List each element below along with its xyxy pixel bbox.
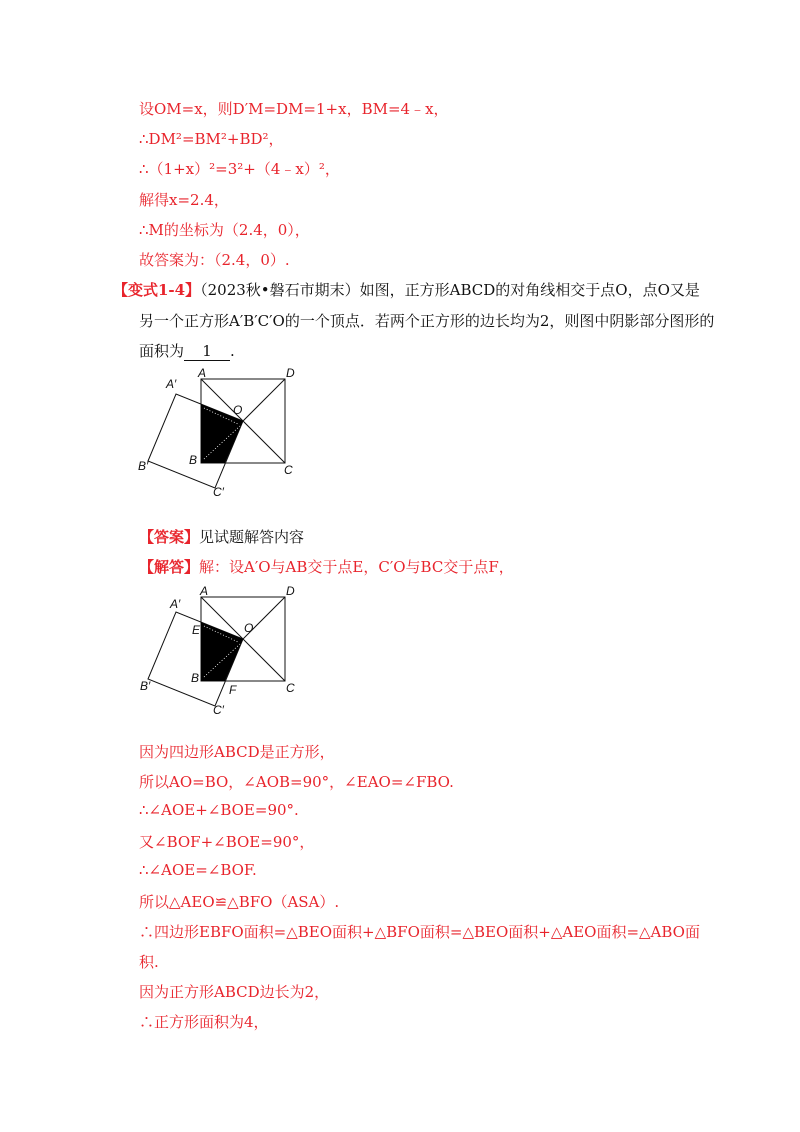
label-O: O (233, 403, 243, 417)
question-source: （2023秋•磐石市期末） (200, 281, 360, 299)
step-9: 因为正方形ABCD边长为2， (139, 983, 330, 1001)
label2-D: D (286, 584, 295, 598)
step-8: 积. (139, 953, 159, 971)
answer-line (139, 526, 304, 547)
label2-C: C (286, 681, 295, 695)
solution-line-5: ∴M的坐标为（2.4，0）， (139, 221, 310, 239)
question-tag: 【变式1-4】 (113, 281, 201, 299)
figure-2-svg (138, 582, 308, 717)
step-6: 所以△AEO≌△BFO（ASA）. (139, 893, 340, 911)
answer-blank: 1 (184, 342, 230, 361)
analysis-text: 解：设A′O与AB交于点E，C′O与BC交于点F， (199, 558, 514, 576)
label2-B1: B′ (140, 679, 151, 693)
question-line-1 (113, 279, 700, 300)
question-text-3: 面积为 (139, 342, 185, 360)
label-C1: C′ (213, 485, 224, 499)
label-D: D (286, 366, 295, 380)
figure-2 (138, 582, 308, 721)
step-3: ∴∠AOE+∠BOE=90°. (139, 801, 299, 819)
figure-1-svg (138, 364, 308, 499)
label2-B: B (191, 671, 200, 685)
label2-F: F (229, 683, 237, 697)
question-text-1: 如图，正方形ABCD的对角线相交于点O，点O又是 (359, 281, 700, 299)
label2-A: A (200, 584, 209, 598)
solution-line-3: ∴（1+x）²=3²+（4﹣x）²， (139, 160, 340, 178)
label2-O: O (244, 621, 254, 635)
answer-tag: 【答案】 (139, 528, 200, 546)
analysis-tag: 【解答】 (139, 558, 200, 576)
solution-line-4: 解得x=2.4， (139, 191, 229, 209)
question-line-2: 另一个正方形A′B′C′O的一个顶点．若两个正方形的边长均为2，则图中阴影部分图形的 (139, 312, 715, 330)
label2-A1: A′ (170, 597, 181, 611)
solution-line-2: ∴DM²=BM²+BD²， (139, 130, 284, 148)
analysis-line (139, 556, 514, 577)
solution-line-6: 故答案为：（2.4，0）. (139, 251, 290, 269)
label-C: C (284, 463, 293, 477)
step-10: ∴正方形面积为4， (139, 1013, 269, 1031)
answer-text: 见试题解答内容 (199, 528, 305, 546)
label-A: A (198, 366, 207, 380)
figure-1 (138, 364, 308, 503)
label-A1: A′ (166, 377, 177, 391)
label-B: B (189, 453, 198, 467)
step-5: ∴∠AOE=∠BOF. (139, 861, 257, 879)
shaded-region-2 (201, 622, 243, 681)
label2-C1: C′ (213, 703, 224, 717)
question-line-3: 面积为 1 . (139, 342, 235, 360)
step-2: 所以AO=BO，∠AOB=90°，∠EAO=∠FBO. (139, 773, 454, 791)
step-7: ∴四边形EBFO面积=△BEO面积+△BFO面积=△BEO面积+△AEO面积=△ABO面 (139, 923, 700, 941)
label2-E: E (192, 623, 201, 637)
step-1: 因为四边形ABCD是正方形， (139, 743, 335, 761)
label-B1: B′ (138, 459, 149, 473)
solution-line-1: 设OM=x，则D′M=DM=1+x，BM=4﹣x， (139, 100, 449, 118)
step-4: 又∠BOF+∠BOE=90°， (139, 833, 315, 851)
